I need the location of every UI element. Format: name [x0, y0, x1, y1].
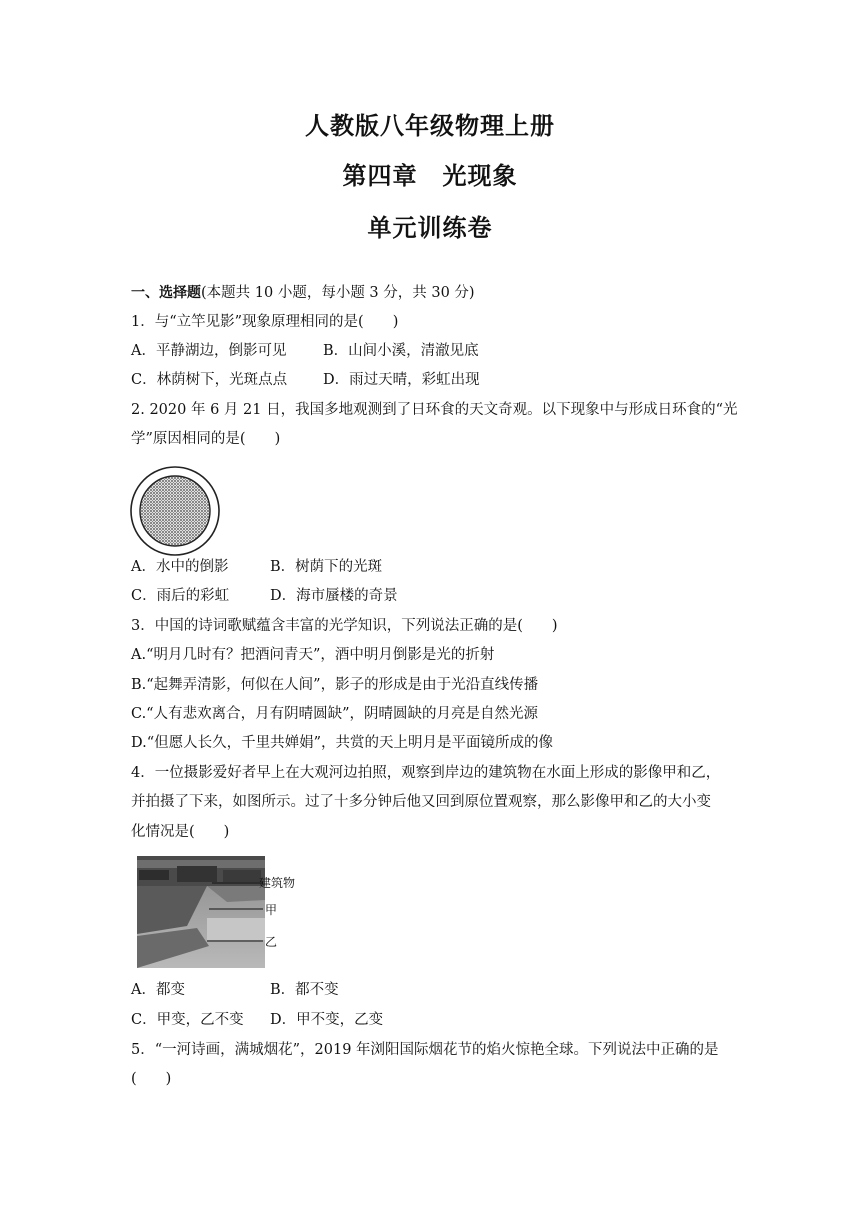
q4-stem-line1: 4．一位摄影爱好者早上在大观河边拍照，观察到岸边的建筑物在水面上形成的影像甲和乙， — [131, 765, 721, 781]
q4-option-b: B．都不变 — [270, 982, 339, 998]
q3-option-b: B.“起舞弄清影，何似在人间”，影子的形成是由于光沿直线传播 — [131, 677, 539, 693]
q1-option-c: C．林荫树下，光斑点点 — [131, 372, 288, 388]
label-yi: 乙 — [265, 935, 278, 949]
q5-stem-line2: ( ) — [131, 1071, 172, 1087]
q4-stem-line3: 化情况是( ) — [131, 824, 230, 840]
q2-stem-line2: 学”原因相同的是( ) — [131, 431, 281, 447]
q1-option-a: A．平静湖边，倒影可见 — [131, 343, 287, 359]
section-note: (本题共 10 小题，每小题 3 分，共 30 分) — [201, 285, 475, 301]
q4-option-a: A．都变 — [131, 982, 185, 998]
document-title: 人教版八年级物理上册 — [305, 112, 555, 140]
annular-eclipse-figure — [129, 465, 221, 557]
q5-stem-line1: 5．“一河诗画，满城烟花”，2019 年浏阳国际烟花节的焰火惊艳全球。下列说法中正确的是 — [131, 1042, 719, 1058]
section-label: 一、选择题 — [131, 285, 201, 301]
q4-option-c: C．甲变，乙不变 — [131, 1012, 244, 1028]
moon-disk — [140, 476, 210, 546]
section-heading — [131, 283, 475, 303]
q4-option-d: D．甲不变，乙变 — [270, 1012, 384, 1028]
q4-stem-line2: 并拍摄了下来，如图所示。过了十多分钟后他又回到原位置观察，那么影像甲和乙的大小变 — [131, 794, 711, 810]
q1-option-d: D．雨过天晴，彩虹出现 — [323, 372, 480, 388]
q3-stem: 3．中国的诗词歌赋蕴含丰富的光学知识，下列说法正确的是( ) — [131, 618, 558, 634]
chapter-title: 第四章 光现象 — [342, 162, 518, 190]
q2-option-c: C．雨后的彩虹 — [131, 588, 230, 604]
q1-stem: 1．与“立竿见影”现象原理相同的是( ) — [131, 314, 399, 330]
label-building: 建筑物 — [259, 876, 296, 890]
q3-option-c: C.“人有悲欢离合，月有阴晴圆缺”，阴晴圆缺的月亮是自然光源 — [131, 706, 539, 722]
q2-option-a: A．水中的倒影 — [131, 559, 229, 575]
q2-option-d: D．海市蜃楼的奇景 — [270, 588, 398, 604]
q3-option-d: D.“但愿人长久，千里共婵娟”，共赏的天上明月是平面镜所成的像 — [131, 735, 554, 751]
document-subtitle: 单元训练卷 — [367, 214, 493, 242]
q3-option-a: A.“明月几时有？把酒问青天”，酒中明月倒影是光的折射 — [131, 647, 495, 663]
label-jia: 甲 — [265, 903, 278, 917]
q2-stem-line1: 2. 2020 年 6 月 21 日，我国多地观测到了日环食的天文奇观。以下现象中与形成日环食的“光 — [131, 402, 738, 418]
q1-option-b: B．山间小溪，清澈见底 — [323, 343, 479, 359]
building-reflection-photo — [137, 856, 307, 968]
q2-option-b: B．树荫下的光斑 — [270, 559, 383, 575]
